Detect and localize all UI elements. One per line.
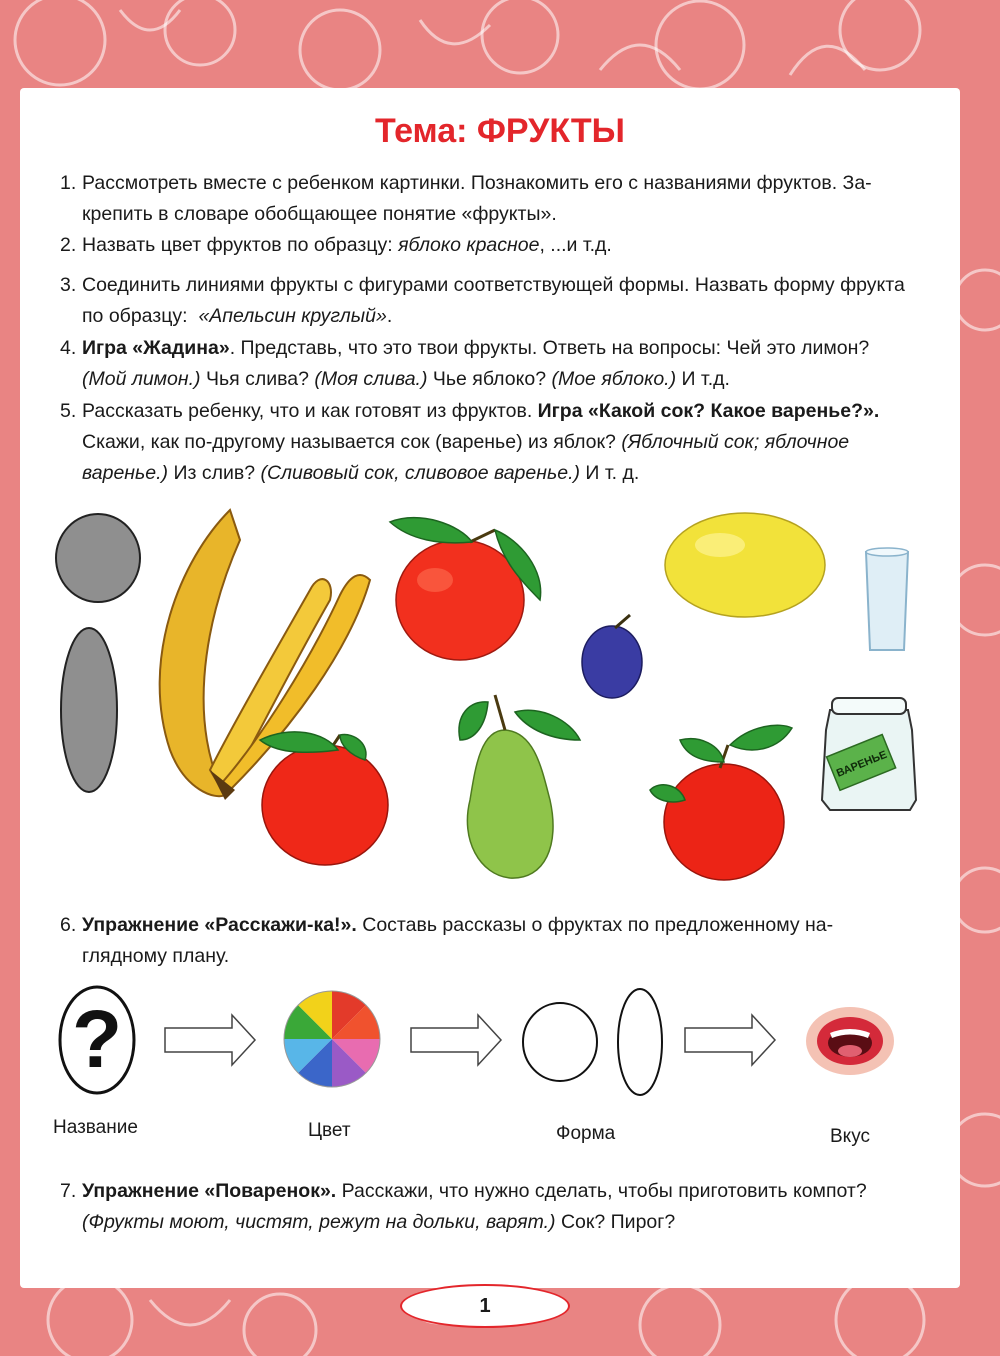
plan-label-shape: Форма [556,1123,616,1144]
task-text: Рассмотреть вместе с ребенком картинки. Познакомить его с названиями фруктов. За- [82,172,872,194]
plum [582,615,642,698]
task-4 [60,333,930,395]
task-text: И т. д. [579,462,640,484]
task-7 [60,1176,930,1238]
task-text: Соединить линиями фрукты с фигурами соответствующей формы. Назвать форму фрукта [82,274,905,296]
task-text: глядному плану. [82,945,230,967]
task-answer: (Сливовый сок, сливовое варенье.) [260,462,580,484]
task-text: Чье яблоко? [427,368,552,390]
task-text: . [386,305,393,327]
task-2 [60,230,930,261]
task-number: 4. [60,337,77,359]
task-text: , ...и т.д. [539,234,612,256]
mouth-taste-icon [806,1007,894,1075]
arrow-right-icon [165,1015,255,1065]
jam-jar [822,698,916,810]
task-text: крепить в словаре обобщающее понятие «фрукты». [82,203,557,225]
lemon [665,513,825,617]
game-title: Игра «Жадина» [82,337,230,359]
task-text: Чья слива? [200,368,315,390]
fruit-illustration [40,500,940,900]
task-text: . Представь, что это твои фрукты. Ответь на вопросы: Чей это лимон? [229,337,870,359]
task-6 [60,910,930,972]
circle-shape-icon [523,1003,597,1081]
task-number: 1. [60,172,77,194]
task-answer: (Мой лимон.) [82,368,201,390]
task-number: 7. [60,1180,77,1202]
task-text: Составь рассказы о фруктах по предложенному на- [356,914,834,936]
task-3 [60,270,930,332]
plan-label-taste: Вкус [830,1126,870,1147]
task-text: Сок? Пирог? [555,1211,676,1233]
page-number: 1 [400,1284,570,1328]
shape-circle [56,514,140,602]
apple [260,732,388,865]
plan-label-color: Цвет [308,1120,351,1141]
task-1 [60,168,930,230]
pear [459,695,580,878]
apple [650,725,792,880]
arrow-right-icon [685,1015,775,1065]
shape-oval [61,628,117,792]
task-text: И т.д. [676,368,730,390]
arrow-right-icon [411,1015,501,1065]
task-text: по образцу: [82,305,188,327]
question-mark: ? [71,994,123,1085]
exercise-title: Упражнение «Расскажи-ка!». [82,914,357,936]
page-title: Тема: ФРУКТЫ [375,112,625,150]
exercise-title: Упражнение «Поваренок». [82,1180,337,1202]
task-answer: (Фрукты моют, чистят, режут на дольки, варят.) [82,1211,556,1233]
task-text: Рассказать ребенку, что и как готовят из фруктов. [82,400,538,422]
game-title: Игра «Какой сок? Какое варенье?». [537,400,880,422]
glass [866,548,908,650]
oval-shape-icon [618,989,662,1095]
task-answer: (Мое яблоко.) [551,368,677,390]
task-5 [60,396,930,489]
jar-label: ВАРЕНЬЕ [834,748,889,780]
orange [390,518,541,660]
task-answer: (Яблочный сок; яблочное варенье.) [82,431,850,484]
task-text: Из слив? [168,462,261,484]
plan-label-name: Название [53,1117,138,1138]
task-number: 5. [60,400,77,422]
task-example: яблоко красное [398,234,540,256]
visual-plan [40,985,960,1115]
task-example: «Апельсин круглый» [198,305,387,327]
task-text: Расскажи, что нужно сделать, чтобы приготовить компот? [336,1180,867,1202]
task-number: 6. [60,914,77,936]
task-text: Скажи, как по-другому называется сок (варенье) из яблок? [82,431,622,453]
task-answer: (Моя слива.) [314,368,428,390]
color-wheel-icon [284,991,380,1087]
task-text: Назвать цвет фруктов по образцу: [82,234,393,256]
task-number: 2. [60,234,77,256]
task-number: 3. [60,274,77,296]
